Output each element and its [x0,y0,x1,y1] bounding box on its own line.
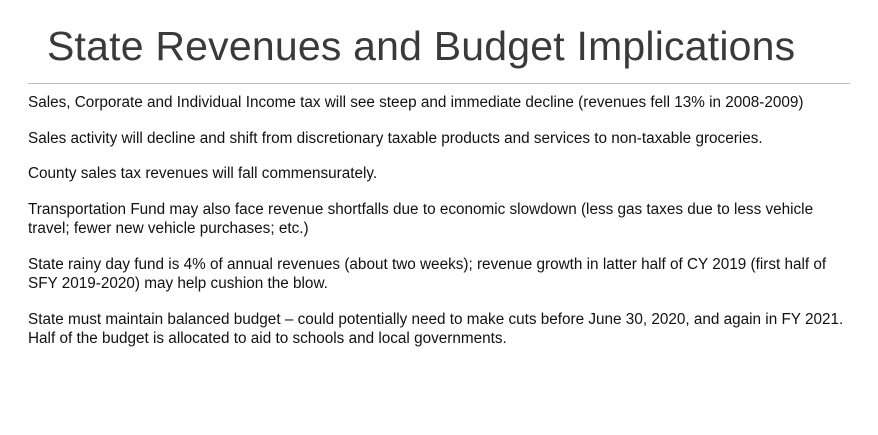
bullet-item: Transportation Fund may also face revenue shortfalls due to economic slowdown (less gas taxes due to less vehicle travel; fewer new vehicle purchases; etc.) [28,200,814,237]
title-divider [28,83,850,84]
slide-title: State Revenues and Budget Implications [47,23,796,69]
bullet-item: Sales activity will decline and shift from discretionary taxable products and services to non-taxable groceries. [28,129,763,147]
bullet-item: Sales, Corporate and Individual Income tax will see steep and immediate decline (revenues fell 13% in 2008-2009) [28,94,804,111]
bullet-item: State must maintain balanced budget – could potentially need to make cuts before June 30, 2020, and again in FY 2021. Half of the budget is allocated to aid to schools and local governments. [28,310,844,347]
bullet-list [28,93,858,365]
bullet-item: State rainy day fund is 4% of annual revenues (about two weeks); revenue growth in latter half of CY 2019 (first half of SFY 2019-2020) may help cushion the blow. [28,255,827,292]
bullet-item: County sales tax revenues will fall commensurately. [28,165,378,182]
